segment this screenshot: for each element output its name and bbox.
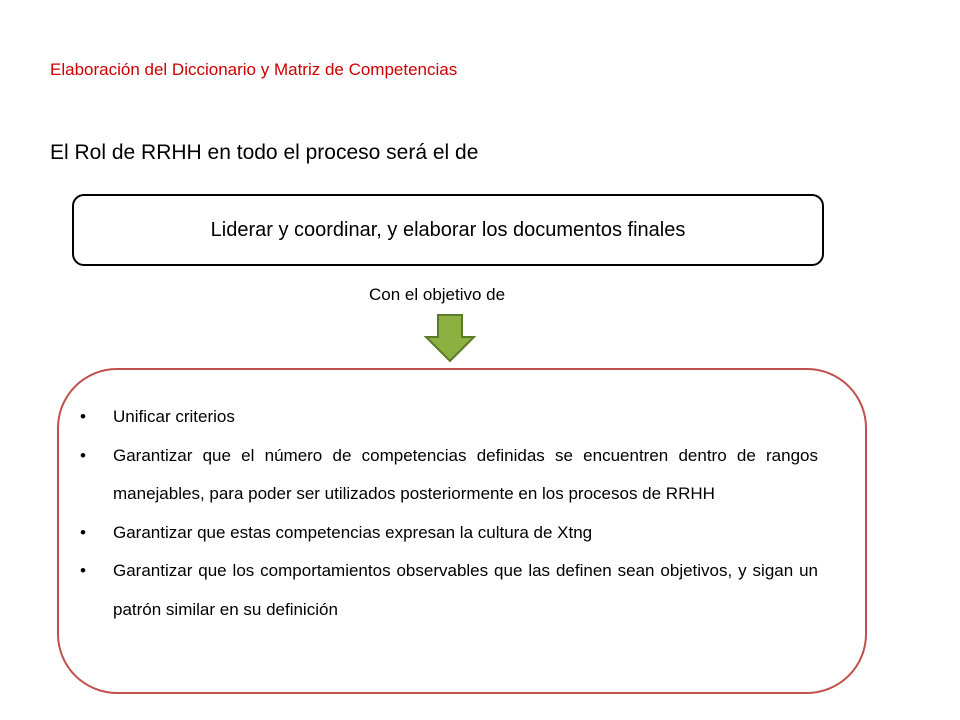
bullet-icon: • bbox=[80, 561, 86, 580]
bullet-icon: • bbox=[80, 445, 86, 465]
goal-text: Garantizar que estas competencias expresan la cultura de Xtng bbox=[113, 522, 593, 542]
goal-item bbox=[80, 552, 818, 629]
goal-item bbox=[80, 398, 818, 437]
goals-list bbox=[80, 398, 818, 629]
goal-text: Garantizar que el número de competencias definidas se encuentren dentro de rangos manejables, para poder ser utilizados posteriormente en los procesos de RRHH bbox=[113, 445, 818, 503]
objective-label: Con el objetivo de bbox=[369, 285, 506, 304]
goal-item bbox=[80, 514, 818, 553]
goal-text: Unificar criterios bbox=[113, 407, 235, 426]
down-arrow-icon bbox=[424, 313, 476, 363]
bullet-icon: • bbox=[80, 407, 86, 426]
intro-text: El Rol de RRHH en todo el proceso será el de bbox=[50, 141, 479, 164]
role-box bbox=[72, 194, 824, 266]
goal-item bbox=[80, 437, 818, 514]
goal-text: Garantizar que los comportamientos observables que las definen sean objetivos, y sigan un patrón similar en su definición bbox=[113, 561, 818, 619]
slide-title: Elaboración del Diccionario y Matriz de Competencias bbox=[50, 60, 458, 79]
bullet-icon: • bbox=[80, 522, 86, 542]
role-text: Liderar y coordinar, y elaborar los documentos finales bbox=[210, 218, 686, 241]
